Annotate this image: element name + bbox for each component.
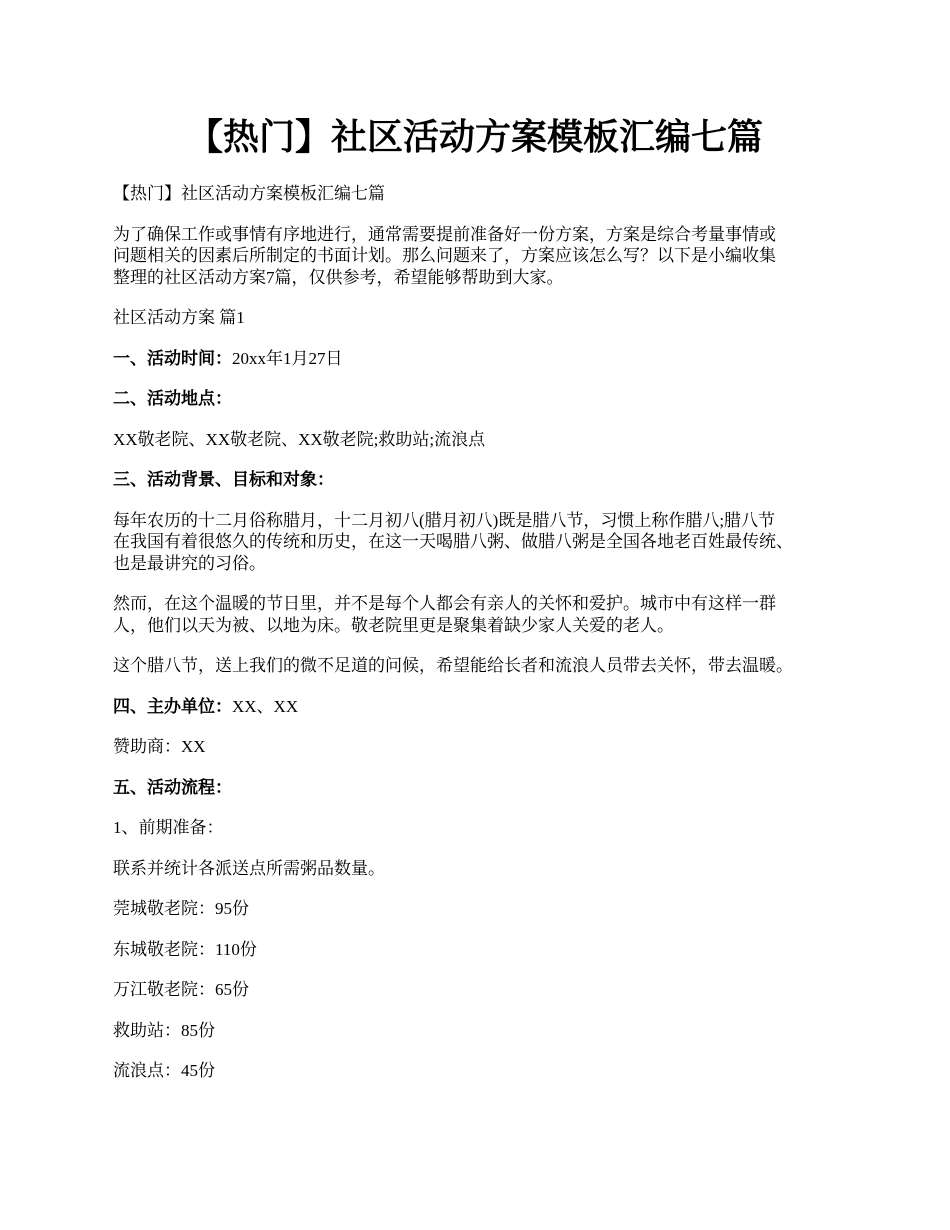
background-p2-line-2: 人，他们以天为被、以地为床。敬老院里更是聚集着缺少家人关爱的老人。: [113, 615, 674, 635]
process-label: 五、活动流程：: [113, 777, 232, 797]
document-subtitle: 【热门】社区活动方案模板汇编七篇: [113, 184, 385, 203]
background-p3: 这个腊八节，送上我们的微不足道的问候，希望能给长者和流浪人员带去关怀，带去温暖。: [113, 656, 793, 675]
activity-place-value: XX敬老院、XX敬老院、XX敬老院;救助站;流浪点: [113, 429, 486, 449]
background-p2-line-1: 然而，在这个温暖的节日里，并不是每个人都会有亲人的关怀和爱护。城市中有这样一群: [113, 594, 776, 613]
background-p1-line-3: 也是最讲究的习俗。: [113, 553, 266, 573]
count-item-3: 万江敬老院：65份: [113, 980, 249, 999]
prep-desc: 联系并统计各派送点所需粥品数量。: [113, 858, 385, 878]
sponsor: 赞助商：XX: [113, 737, 206, 756]
background-p1-line-2: 在我国有着很悠久的传统和历史，在这一天喝腊八粥、做腊八粥是全国各地老百姓最传统、: [113, 532, 793, 551]
organizer: [113, 696, 853, 718]
activity-time: [113, 348, 853, 370]
intro-line-1: 为了确保工作或事情有序地进行，通常需要提前准备好一份方案，方案是综合考量事情或: [113, 224, 776, 244]
prep-title: 1、前期准备：: [113, 818, 224, 837]
count-item-2: 东城敬老院：110份: [113, 939, 257, 959]
document-page: [113, 110, 853, 1082]
count-item-5: 流浪点：45份: [113, 1061, 215, 1080]
activity-place-label: 二、活动地点：: [113, 389, 232, 408]
count-item-4: 救助站：85份: [113, 1020, 215, 1040]
activity-time-label: 一、活动时间：: [113, 348, 232, 368]
count-item-1: 莞城敬老院：95份: [113, 899, 249, 918]
intro-line-2: 问题相关的因素后所制定的书面计划。那么问题来了，方案应该怎么写？以下是小编收集: [113, 246, 776, 265]
background-p1-line-1: 每年农历的十二月俗称腊月，十二月初八(腊月初八)既是腊八节，习惯上称作腊八;腊八节: [113, 510, 776, 530]
intro-line-3: 整理的社区活动方案7篇，仅供参考，希望能够帮助到大家。: [113, 267, 564, 287]
organizer-label: 四、主办单位：: [113, 696, 232, 716]
organizer-value: XX、XX: [232, 696, 299, 716]
document-title: 【热门】社区活动方案模板汇编七篇: [186, 117, 763, 157]
activity-time-value: 20xx年1月27日: [232, 348, 343, 368]
section-heading: 社区活动方案 篇1: [113, 308, 245, 327]
background-label: 三、活动背景、目标和对象：: [113, 470, 334, 489]
